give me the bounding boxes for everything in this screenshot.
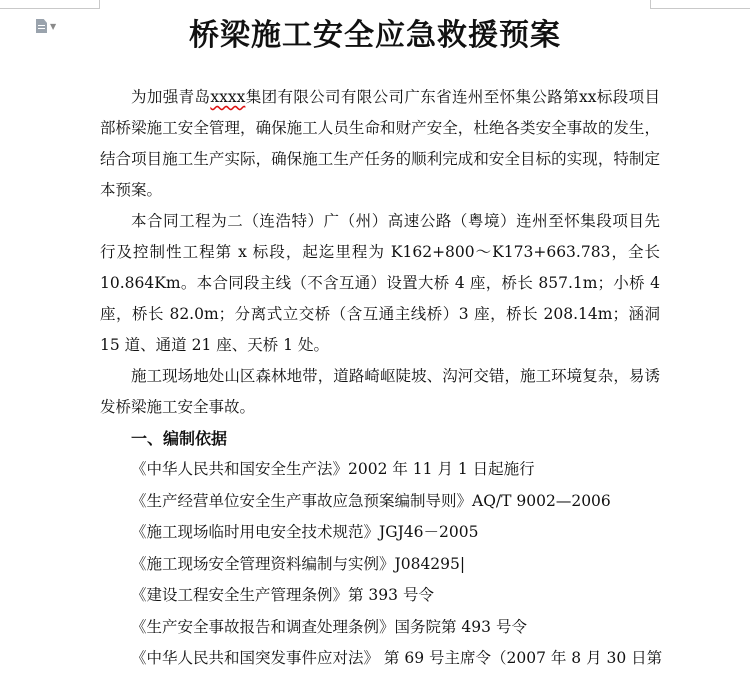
paragraph-project-line1: 本合同工程为二（连浩特）广（州）高速公路（粤境）连州至怀集段项目先 bbox=[131, 212, 660, 230]
paragraph-intro: 为加强青岛xxxx集团有限公司有限公司广东省连州至怀集公路第xx标段项目部桥梁施工安全管理，确保施工人员生命和财产安全，杜绝各类安全事故的发生，结合项目施工生产实际，确保施工生产任务的顺利完成和安全目标的实现，特制定本预案。 bbox=[100, 88, 660, 199]
paragraph-project-line2: 行及控制性工程第 x 标段，起迄里程为 K162+800～K173+663.783，全长 bbox=[100, 243, 660, 261]
document-title: 桥梁施工安全应急救援预案 bbox=[189, 18, 561, 53]
chevron-down-icon: ▼ bbox=[50, 21, 57, 31]
reference-item: 《施工现场安全管理资料编制与实例》J084295| bbox=[131, 554, 466, 573]
spellcheck-marked-text: xxxx bbox=[210, 88, 246, 106]
paragraph-site: 施工现场地处山区森林地带，道路崎岖陡坡、沟河交错，施工环境复杂，易诱发桥梁施工安全事故。 bbox=[100, 367, 660, 416]
document-body bbox=[100, 82, 663, 675]
reference-item: 《中华人民共和国安全生产法》2002 年 11 月 1 日起施行 bbox=[131, 460, 535, 478]
reference-item: 《生产经营单位安全生产事故应急预案编制导则》AQ/T 9002—2006 bbox=[131, 491, 611, 510]
page-corner-mark-left bbox=[0, 0, 100, 10]
reference-item: 《生产安全事故报告和调查处理条例》国务院第 493 号令 bbox=[131, 617, 527, 636]
reference-item: 《施工现场临时用电安全技术规范》JGJ46－2005 bbox=[131, 523, 479, 541]
reference-item: 《建设工程安全生产管理条例》第 393 号令 bbox=[131, 586, 434, 604]
page-corner-mark-right bbox=[650, 0, 750, 10]
paragraph-project-rest: 10.864Km。本合同段主线（不含互通）设置大桥 4 座，桥长 857.1m；小桥 4 座，桥长 82.0m；分离式立交桥（含互通主线桥）3 座，桥长 208.14m；涵洞 15 道、通道 21 座、天桥 1 处。 bbox=[100, 274, 660, 354]
section-heading: 一、编制依据 bbox=[131, 429, 228, 448]
reference-item: 《中华人民共和国突发事件应对法》 第 69 号主席令（2007 年 8 月 30 日第 bbox=[131, 649, 663, 667]
